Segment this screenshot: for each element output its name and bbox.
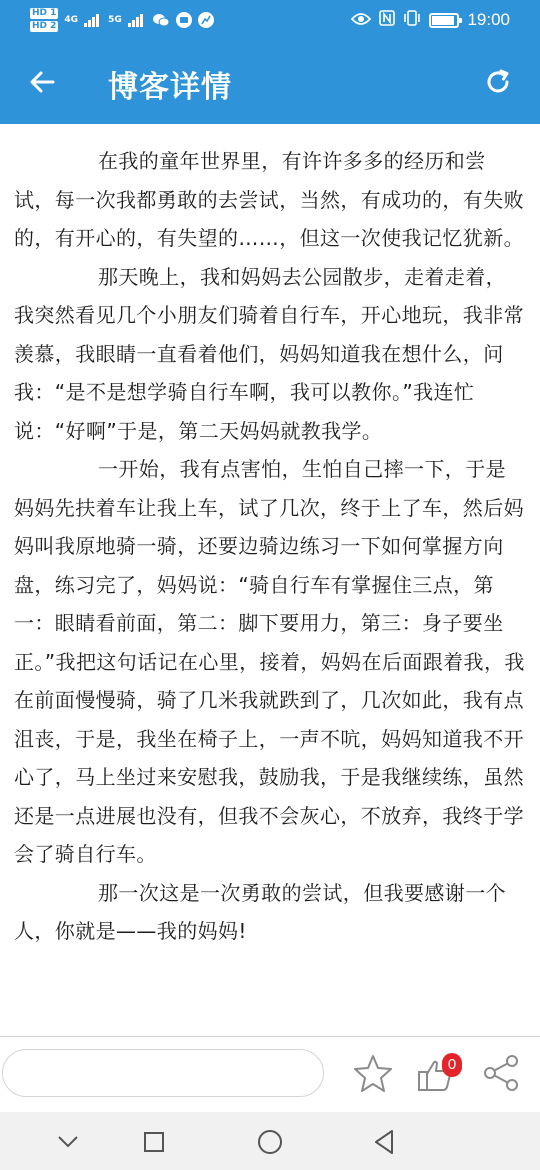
back-button[interactable] [22, 64, 62, 100]
like-count-badge: 0 [442, 1053, 462, 1077]
app-bar [0, 40, 540, 124]
clock: 19:00 [467, 10, 510, 29]
comment-input[interactable] [3, 1050, 323, 1096]
article-paragraph: 那天晚上，我和妈妈去公园散步，走着走着，我突然看见几个小朋友们骑着自行车，开心地玩，我非常羡慕，我眼睛一直看着他们，妈妈知道我在想什么，问我：“是不是想学骑自行车啊，我可以教你。”我连忙说：“好啊”于是，第二天妈妈就教我学。 [14, 264, 524, 443]
page-title: 博客详情 [108, 70, 232, 105]
share-button[interactable] [480, 1052, 522, 1094]
article-body [14, 142, 526, 951]
bottom-divider [0, 1036, 540, 1037]
home-circle-icon [257, 1129, 283, 1155]
signal2-icon [128, 13, 146, 27]
star-icon [353, 1053, 393, 1093]
battery-level [432, 16, 454, 25]
refresh-icon [484, 68, 512, 96]
eye-icon [351, 11, 371, 30]
back-triangle-icon [372, 1129, 396, 1155]
system-nav-bar [0, 1112, 540, 1170]
status-left [30, 4, 214, 36]
status-bar [0, 0, 540, 40]
nav-collapse-button[interactable] [46, 1120, 90, 1164]
tv-icon [176, 12, 192, 28]
wechat-icon [152, 11, 170, 29]
article-paragraph: 那一次这是一次勇敢的尝试，但我要感谢一个人，你就是——我的妈妈! [14, 880, 506, 943]
network1-label: 4G [64, 15, 79, 25]
sim-indicators [30, 7, 58, 33]
refresh-button[interactable] [478, 64, 518, 100]
nav-home-button[interactable] [248, 1120, 292, 1164]
comment-box [2, 1049, 324, 1097]
nav-recents-button[interactable] [132, 1120, 176, 1164]
arrow-left-icon [29, 70, 55, 94]
signal1-icon [84, 13, 102, 27]
sim1-label: HD 1 [32, 8, 57, 18]
article-paragraph: 在我的童年世界里，有许许多多的经历和尝试，每一次我都勇敢的去尝试，当然，有成功的，有失败的，有开心的，有失望的……，但这一次使我记忆犹新。 [14, 149, 524, 250]
sim2-label: HD 2 [32, 21, 57, 31]
article-paragraph: 一开始，我有点害怕，生怕自己摔一下，于是妈妈先扶着车让我上车，试了几次，终于上了车，然后妈妈叫我原地骑一骑，还要边骑边练习一下如何掌握方向盘，练习完了，妈妈说：“骑自行车有掌握住三点，第一：眼睛看前面，第二：脚下要用力，第三：身子要坐正。”我把这句话记在心里，接着，妈妈在后面跟着我，我在前面慢慢骑，骑了几米我就跌到了，几次如此，我有点沮丧，于是，我坐在椅子上，一声不吭，妈妈知道我不开心了，马上坐过来安慰我，鼓励我，于是我继续练，虽然还是一点进展也没有，但我不会灰心，不放弃，我终于学会了骑自行车。 [14, 457, 525, 866]
messenger-icon [198, 12, 214, 28]
nfc-icon [379, 10, 395, 30]
vibrate-icon [403, 10, 421, 30]
favorite-button[interactable] [352, 1052, 394, 1094]
share-icon [481, 1053, 521, 1093]
battery-icon [429, 13, 459, 28]
network2-label: 5G [108, 15, 122, 25]
recents-square-icon [143, 1131, 165, 1153]
status-right [351, 4, 510, 36]
nav-back-chevron-icon [57, 1135, 79, 1149]
nav-back-button[interactable] [362, 1120, 406, 1164]
